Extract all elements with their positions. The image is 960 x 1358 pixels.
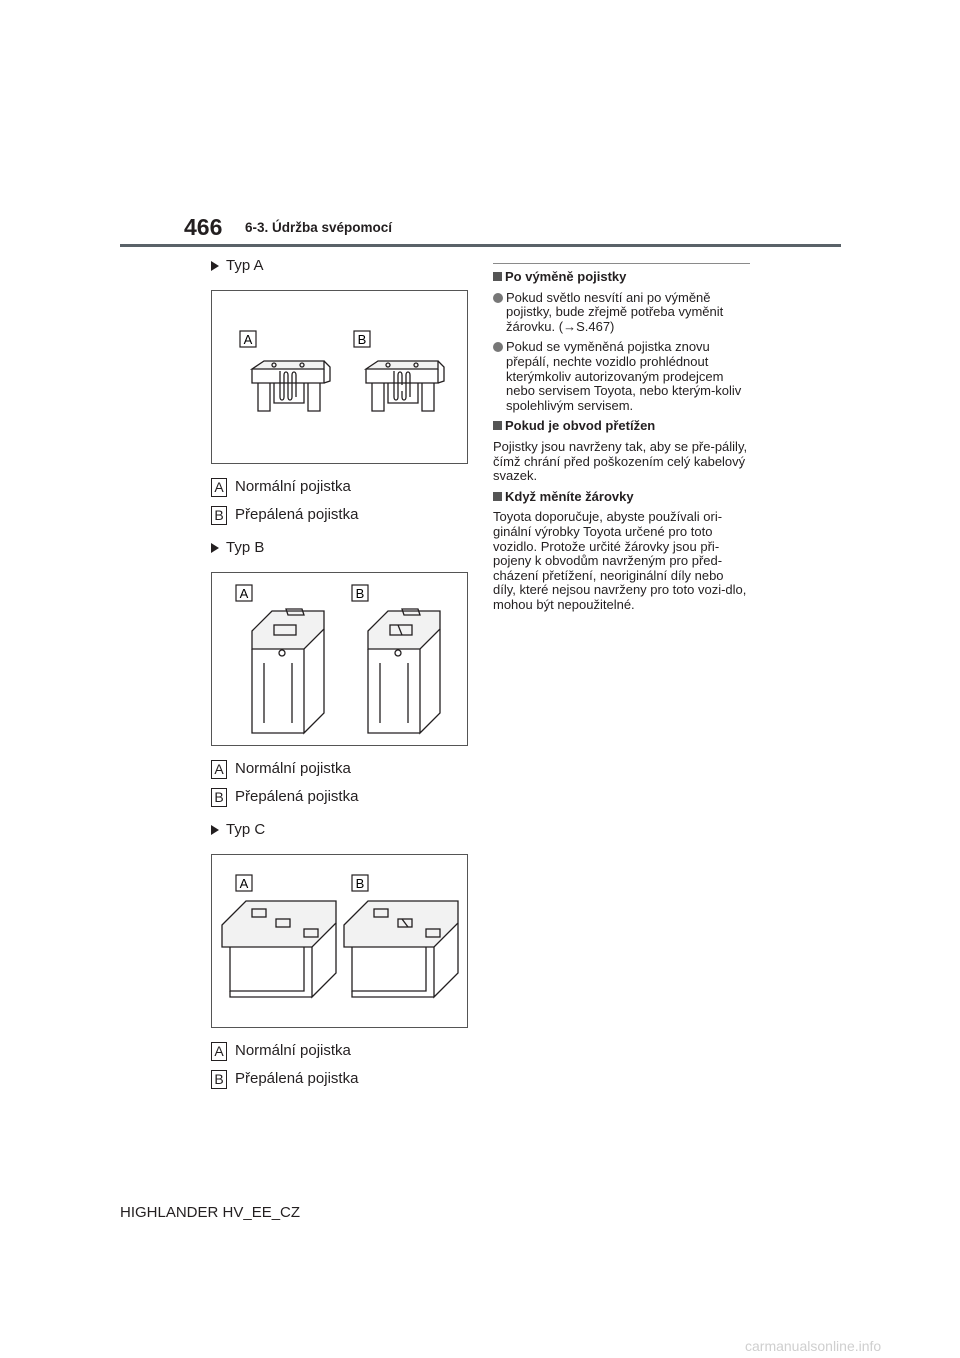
type-a-label-a: A <box>243 332 253 347</box>
watermark: carmanualsonline.info <box>745 1338 882 1354</box>
after-replacement-bullet-2: Pokud se vyměněná pojistka znovu přepálí, nechte vozidlo prohlédnout kterýmkoliv autorizovaným prodejcem nebo servisem Toyota, nebo kterým-koliv spolehlivým servisem. <box>493 340 750 413</box>
type-a-legend-b: B Přepálená pojistka <box>211 504 469 526</box>
arrow-icon <box>211 543 219 553</box>
type-b-heading: Typ B <box>211 538 469 558</box>
blade-fuse-normal <box>252 361 330 411</box>
bulb-text: Toyota doporučuje, abyste používali ori-ginální výrobky Toyota určené pro toto vozidlo. Protože určité žárovky jsou při-pojeny k obvodům navrženým pro před-cházení přetížení, neoriginální díly nebo díly, které nejsou navrženy pro toto vozi-dlo, mohou být nepoužitelné. <box>493 509 747 612</box>
type-a-heading: Typ A <box>211 256 469 276</box>
type-b-legend-b: B Přepálená pojistka <box>211 786 469 808</box>
overload-text: Pojistky jsou navrženy tak, aby se pře-pálily, čímž chrání před poškozením celý kabelový svazek. <box>493 438 748 484</box>
header-rule <box>120 244 841 247</box>
blade-fuse-blown <box>366 361 444 411</box>
box-fuse-normal <box>222 901 336 997</box>
after-replacement-heading: Po výměně pojistky <box>493 270 750 285</box>
square-bullet-icon <box>493 272 502 281</box>
page-number: 466 <box>184 214 223 240</box>
circle-bullet-icon <box>493 342 503 352</box>
type-a-legend-a: A Normální pojistka <box>211 476 469 498</box>
circle-bullet-icon <box>493 293 503 303</box>
type-b-illustration <box>212 573 467 745</box>
fuse-types-column <box>211 256 469 1090</box>
type-b-legend-a: A Normální pojistka <box>211 758 469 780</box>
type-c-figure <box>211 854 468 1028</box>
type-b-figure <box>211 572 468 746</box>
type-c-legend-a: A Normální pojistka <box>211 1040 469 1062</box>
cartridge-fuse-blown <box>368 609 440 733</box>
square-bullet-icon <box>493 421 502 430</box>
overload-heading: Pokud je obvod přetížen <box>493 419 750 434</box>
arrow-icon <box>211 825 219 835</box>
section-title: 6-3. Údržba svépomocí <box>245 220 393 235</box>
type-b-label-a: A <box>239 586 249 601</box>
type-a-illustration <box>212 291 467 463</box>
cartridge-fuse-normal <box>252 609 324 733</box>
type-c-label-a: A <box>239 876 249 891</box>
after-replacement-bullet-1: Pokud světlo nesvítí ani po výměně pojistky, bude zřejmě potřeba vyměnit žárovku. (→S.467) <box>493 291 750 335</box>
notes-column <box>493 263 750 618</box>
type-c-legend-b: B Přepálená pojistka <box>211 1068 469 1090</box>
type-c-illustration <box>212 855 467 1027</box>
type-c-heading: Typ C <box>211 820 469 840</box>
box-fuse-blown <box>344 901 458 997</box>
arrow-icon <box>211 261 219 271</box>
square-bullet-icon <box>493 492 502 501</box>
type-c-label-b: B <box>355 876 365 891</box>
type-b-label-b: B <box>355 586 365 601</box>
type-a-label-b: B <box>357 332 367 347</box>
bulb-heading: Když měníte žárovky <box>493 490 750 505</box>
footer-model: HIGHLANDER HV_EE_CZ <box>120 1204 301 1221</box>
notes-rule <box>493 263 750 264</box>
type-a-figure <box>211 290 468 464</box>
